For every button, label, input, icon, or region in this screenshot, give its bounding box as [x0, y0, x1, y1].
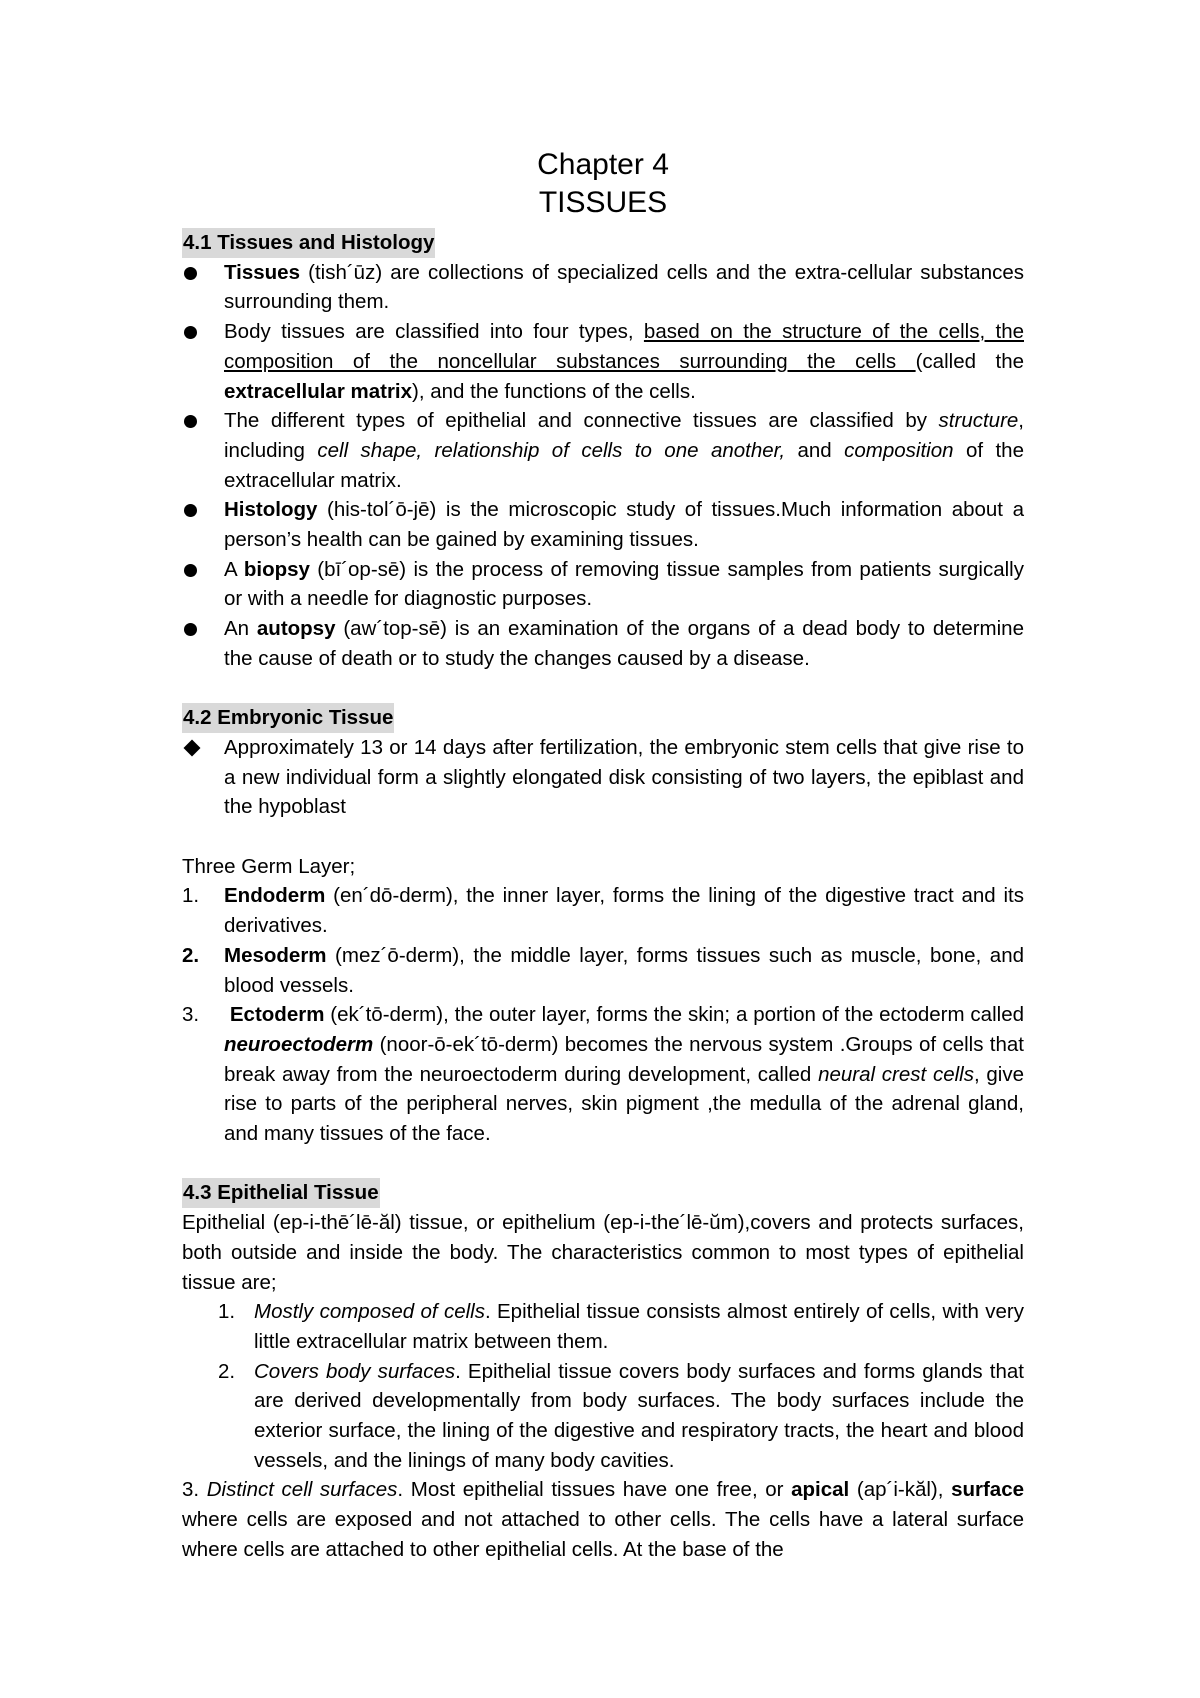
- page-content: [182, 146, 1024, 1565]
- section-tissues-histology: [182, 228, 1024, 674]
- spacer: [182, 1149, 1024, 1179]
- list-item: 2. Covers body surfaces. Epithelial tissue covers body surfaces and forms glands that are derived developmentally from body surfaces. The body surfaces include the exterior surface, the lining of the digestive and respiratory tracts, the heart and blood vessels, and the linings of many body cavities.: [218, 1359, 1024, 1472]
- term: Endoderm: [224, 884, 326, 908]
- list-item: 1. Mostly composed of cells. Epithelial tissue consists almost entirely of cells, with very little extracellular matrix between them.: [218, 1300, 1024, 1353]
- term: Ectoderm: [229, 1003, 325, 1027]
- spacer: [182, 822, 1024, 852]
- term: neuroectoderm: [224, 1032, 374, 1056]
- section-epithelial-tissue: [182, 1178, 1024, 1564]
- term: Tissues: [224, 260, 300, 284]
- section-embryonic-tissue: [182, 703, 1024, 1149]
- term: surface: [951, 1478, 1024, 1502]
- bullet-item: A biopsy (bī´op-sē) is the process of removing tissue samples from patients surgically or with a needle for diagnostic purposes.: [182, 555, 1024, 614]
- underlined-text: based on the structure of the cells, the composition of the noncellular substances surrounding the cells: [224, 320, 1024, 373]
- diamond-list: [182, 733, 1024, 822]
- characteristics-list: [182, 1297, 1024, 1475]
- section-heading: 4.1 Tissues and Histology: [182, 228, 435, 258]
- term: biopsy: [243, 557, 310, 581]
- term: extracellular matrix: [224, 379, 413, 403]
- diamond-item: Approximately 13 or 14 days after fertilization, the embryonic stem cells that give rise to a new individual form a slightly elongated disk consisting of two layers, the epiblast and the hypoblast: [182, 733, 1024, 822]
- term: apical: [791, 1478, 850, 1502]
- chapter-number: Chapter 4: [537, 148, 669, 181]
- list-item: 1. Endoderm (en´dō-derm), the inner layer, forms the lining of the digestive tract and its derivatives.: [182, 884, 1024, 938]
- paragraph: Epithelial (ep-i-thē´lē-ăl) tissue, or epithelium (ep-i-the´lē-ŭm),covers and protects surfaces, both outside and inside the body. The characteristics common to most types of epithelial tissue are;: [182, 1211, 1024, 1294]
- list-item: 3. Ectoderm (ek´tō-derm), the outer layer, forms the skin; a portion of the ectoderm called neuroectoderm (noor-ō-ek´tō-derm) becomes the nervous system .Groups of cells that break away from the neuroectoderm during development, called neural crest cells, give rise to parts of the peripheral nerves, skin pigment ,the medulla of the adrenal gland, and many tissues of the face.: [182, 1003, 1025, 1146]
- bullet-item: Tissues (tish´ūz) are collections of specialized cells and the extra-cellular substances surrounding them.: [182, 258, 1024, 317]
- bullet-item: Body tissues are classified into four types, based on the structure of the cells, the composition of the noncellular substances surrounding the cells (called the extracellular matrix), and the functions of the cells.: [182, 317, 1024, 406]
- bullet-item: An autopsy (aw´top-sē) is an examination of the organs of a dead body to determine the cause of death or to study the changes caused by a disease.: [182, 614, 1024, 673]
- bullet-item: The different types of epithelial and connective tissues are classified by structure, including cell shape, relationship of cells to one another, and composition of the extracellular matrix.: [182, 406, 1024, 495]
- bullet-list: [182, 258, 1024, 674]
- chapter-name: TISSUES: [538, 186, 668, 219]
- germ-layer-intro: Three Germ Layer;: [182, 854, 356, 878]
- list-item: 2. Mesoderm (mez´ō-derm), the middle layer, forms tissues such as muscle, bone, and blood vessels.: [182, 943, 1024, 997]
- bullet-item: Histology (his-tol´ō-jē) is the microscopic study of tissues.Much information about a person’s health can be gained by examining tissues.: [182, 495, 1024, 554]
- section-heading: 4.2 Embryonic Tissue: [182, 703, 394, 733]
- spacer: [182, 674, 1024, 704]
- paragraph: 3. Distinct cell surfaces. Most epithelial tissues have one free, or apical (ap´i-kăl), surface where cells are exposed and not attached to other cells. The cells have a lateral surface where cells are attached to other epithelial cells. At the base of the: [182, 1478, 1024, 1561]
- term: Mesoderm: [224, 943, 327, 967]
- section-heading: 4.3 Epithelial Tissue: [182, 1178, 380, 1208]
- term: Histology: [224, 498, 318, 522]
- germ-layer-list: [182, 881, 1024, 1148]
- chapter-title: [182, 146, 1024, 222]
- term: autopsy: [256, 617, 336, 641]
